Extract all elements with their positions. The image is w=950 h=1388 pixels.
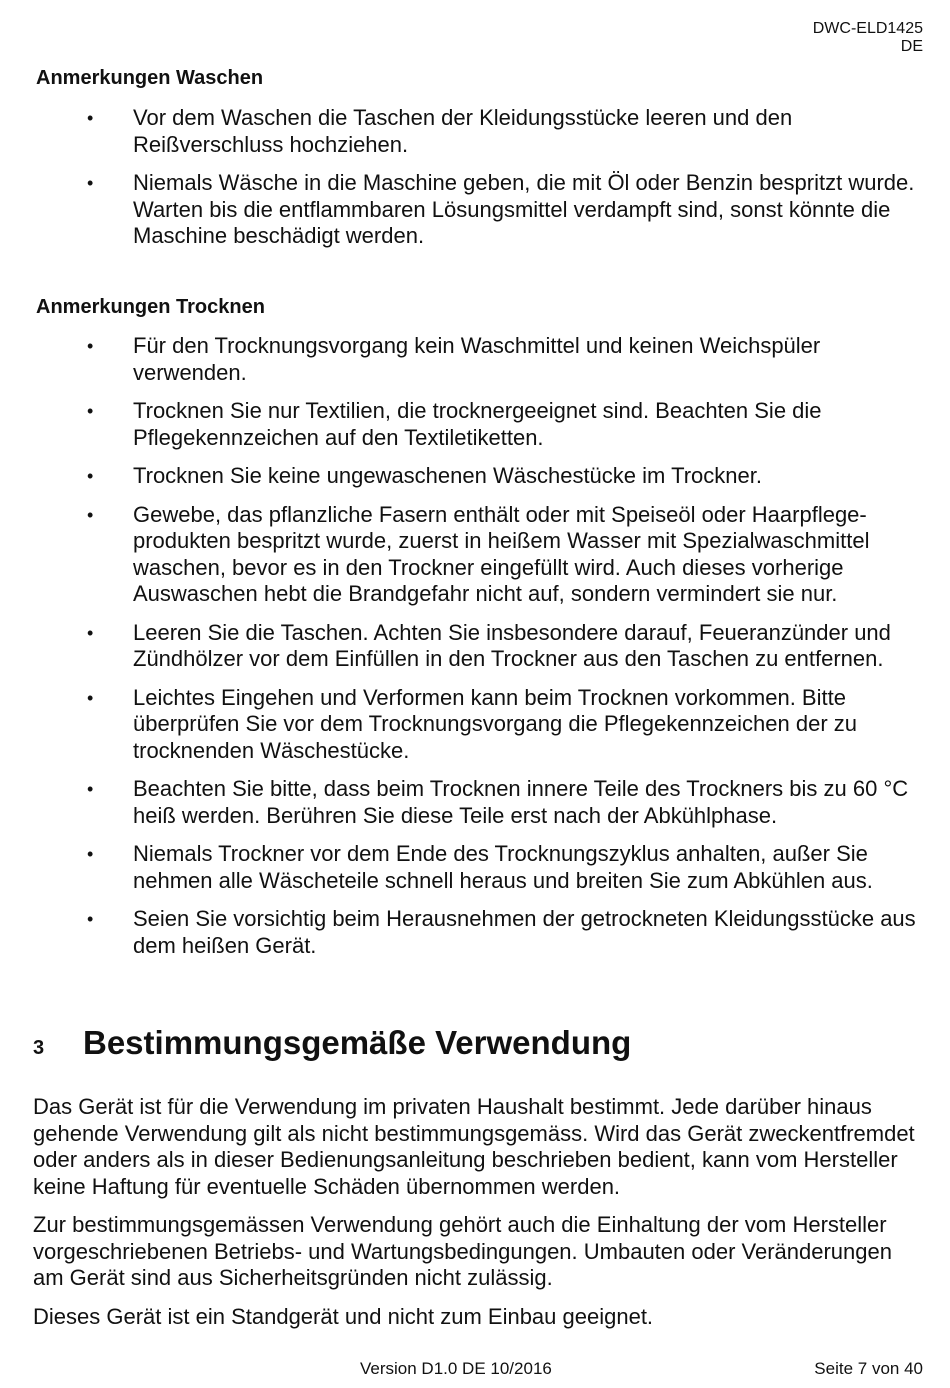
list-item-text: Gewebe, das pflanzliche Fasern enthält oder mit Speiseöl oder Haarpflege-produkten bespritzt wurde, zuerst in heißem Wasser mit Spezialwaschmittel waschen, bevor es in den Trockner eingefüllt wird. Auch dieses vorherige Auswaschen hebt die Brandgefahr nicht auf, sondern vermindert sie nur. xyxy=(133,501,870,606)
washing-notes-title: Anmerkungen Waschen xyxy=(36,67,264,89)
footer-page-number: Seite 7 von 40 xyxy=(814,1359,923,1378)
list-item-text: Leeren Sie die Taschen. Achten Sie insbesondere darauf, Feueranzünder und Zündhölzer vor dem Einfüllen in den Trockner aus den Taschen zu entfernen. xyxy=(133,619,891,671)
chapter-title: Bestimmungsgemäße Verwendung xyxy=(83,1024,632,1061)
drying-notes-list xyxy=(0,333,950,971)
bullet-icon: • xyxy=(87,336,94,356)
list-item xyxy=(0,906,950,959)
list-item xyxy=(0,105,950,158)
bullet-icon: • xyxy=(87,173,94,193)
chapter-body xyxy=(33,1094,923,1342)
bullet-icon: • xyxy=(87,504,94,525)
washing-notes-list xyxy=(0,105,950,262)
list-item-text: Seien Sie vorsichtig beim Herausnehmen der getrockneten Kleidungsstücke aus dem heißen Gerät. xyxy=(133,906,916,958)
chapter-heading xyxy=(33,1024,631,1070)
list-item xyxy=(0,170,950,250)
bullet-icon: • xyxy=(87,108,94,128)
list-item-text: Leichtes Eingehen und Verformen kann beim Trocknen vorkommen. Bitte überprüfen Sie vor dem Trocknungsvorgang die Pflegekennzeichen der zu trocknenden Wäschestücke. xyxy=(133,684,858,763)
list-item-text: Trocknen Sie nur Textilien, die trocknergeeignet sind. Beachten Sie die Pflegekennzeichen auf den Textiletiketten. xyxy=(133,398,822,450)
bullet-icon: • xyxy=(87,909,94,929)
chapter-number: 3 xyxy=(33,1037,45,1059)
list-item-text: Trocknen Sie keine ungewaschenen Wäschestücke im Trockner. xyxy=(133,463,762,488)
bullet-icon: • xyxy=(87,844,94,864)
bullet-icon: • xyxy=(87,622,94,643)
bullet-icon: • xyxy=(87,779,94,799)
list-item-text: Niemals Wäsche in die Maschine geben, die mit Öl oder Benzin bespritzt wurde. Warten bis die entflammbaren Lösungsmittel verdampft sind, sonst könnte die Maschine beschädigt werden. xyxy=(133,170,915,248)
list-item-text: Niemals Trockner vor dem Ende des Trocknungszyklus anhalten, außer Sie nehmen alle Wäscheteile schnell heraus und breiten Sie zum Abkühlen aus. xyxy=(133,841,873,893)
bullet-icon: • xyxy=(87,466,94,486)
list-item xyxy=(0,776,950,829)
document-header xyxy=(813,20,923,56)
list-item-text: Vor dem Waschen die Taschen der Kleidungsstücke leeren und den Reißverschluss hochziehen. xyxy=(133,105,793,157)
list-item xyxy=(0,502,950,608)
bullet-icon: • xyxy=(87,687,94,708)
paragraph: Dieses Gerät ist ein Standgerät und nicht zum Einbau geeignet. xyxy=(33,1303,654,1329)
paragraph: Zur bestimmungsgemässen Verwendung gehört auch die Einhaltung der vom Hersteller vorgeschriebenen Betriebs- und Wartungsbedingungen. Umbauten oder Veränderungen am Gerät sind aus Sicherheitsgründen nicht zulässig. xyxy=(33,1212,892,1290)
paragraph: Das Gerät ist für die Verwendung im privaten Haushalt bestimmt. Jede darüber hinaus gehende Verwendung gilt als nicht bestimmungsgemäss. Wird das Gerät zweckentfremdet oder anders als in dieser Bedienungsanleitung beschrieben bedient, kann vom Hersteller keine Haftung für eventuelle Schäden übernommen werden. xyxy=(33,1094,915,1199)
drying-notes-title: Anmerkungen Trocknen xyxy=(36,296,265,318)
bullet-icon: • xyxy=(87,401,94,421)
list-item xyxy=(0,685,950,765)
list-item-text: Beachten Sie bitte, dass beim Trocknen innere Teile des Trockners bis zu 60 °C heiß werden. Berühren Sie diese Teile erst nach der Abkühlphase. xyxy=(133,776,909,828)
list-item xyxy=(0,398,950,451)
document-code: DWC-ELD1425 xyxy=(812,20,923,37)
list-item xyxy=(0,333,950,386)
list-item-text: Für den Trocknungsvorgang kein Waschmittel und keinen Weichspüler verwenden. xyxy=(133,333,821,385)
list-item xyxy=(0,620,950,673)
document-language: DE xyxy=(900,38,923,55)
footer-version: Version D1.0 DE 10/2016 xyxy=(360,1359,552,1378)
list-item xyxy=(0,841,950,894)
list-item xyxy=(0,463,950,490)
